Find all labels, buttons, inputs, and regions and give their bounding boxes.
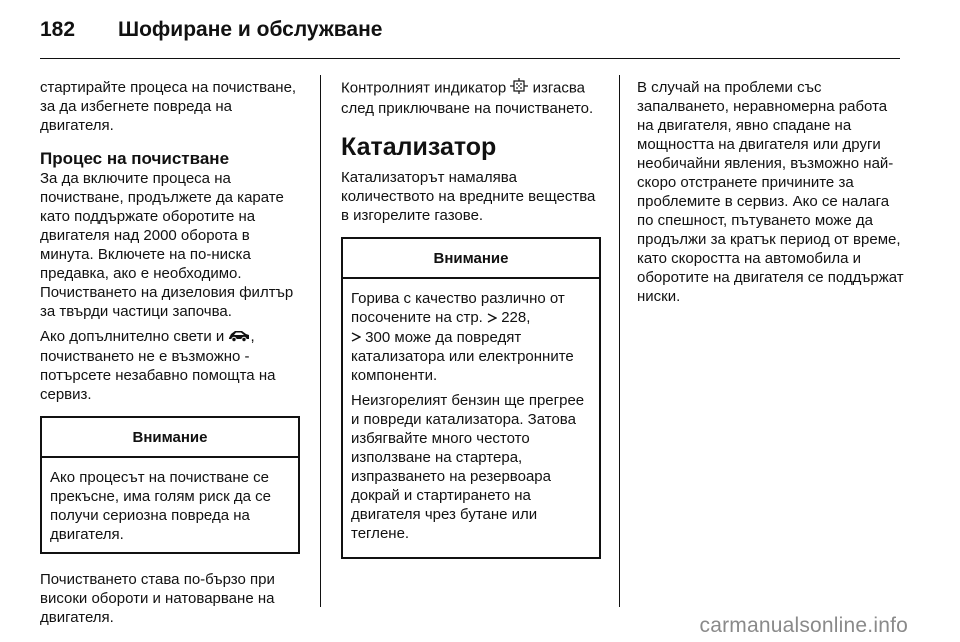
page-number: 182 — [40, 18, 76, 41]
warning-body-2 — [343, 279, 599, 557]
warning-text-1: Ако процесът на почистване се прекъсне, има голям риск да се получи сериозна повреда на двигателя. — [50, 468, 271, 543]
warning-box-2 — [341, 237, 601, 559]
page-header — [40, 14, 382, 46]
paragraph-cleaning: За да включите процеса на почистване, продължете да карате като поддържате оборотите на двигателя над 2000 оборота в минута. Включете на по-ниска предавка, ако е необходимо. Почистването на дизеловия филтър за твърди частици започва. — [40, 170, 294, 320]
page-title: Шофиране и обслужване — [118, 18, 383, 41]
indicator-text-before: Контролният индикатор — [341, 79, 507, 97]
car-icon — [228, 328, 250, 347]
fuel-text-a: Горива с качество различно от посочените на стр. — [351, 290, 565, 326]
warning-paragraph-unburnt: Неизгорелият бензин ще прегрее и повреди катализатора. Затова избягвайте много честото използване на стартера, изпразването на резервоара докрай и стартирането на двигателя чрез бутане или теглене. — [351, 392, 585, 543]
column-2 — [341, 78, 603, 575]
watermark: carmanualsonline.info — [699, 614, 908, 637]
car-warning-text-before: Ако допълнително свети и — [40, 328, 225, 345]
fuel-text-b: може да повредят катализатора или електронните компоненти. — [351, 328, 574, 385]
paragraph-speed: Почистването става по-бързо при високи обороти и натоварване на двигателя. — [40, 570, 275, 626]
indicator-text-after: изгасва след приключване на почистването. — [341, 79, 594, 117]
section-heading-cleaning: Процес на почистване — [40, 149, 230, 168]
column-divider-1 — [320, 75, 321, 607]
warning-paragraph-fuel: Горива с качество различно от посочените на стр. 228, 300 може да повредят катализатора или електронните компоненти. — [351, 290, 574, 385]
page-ref-300[interactable]: 300 — [365, 328, 391, 346]
paragraph-indicator — [341, 78, 603, 118]
page-ref-228[interactable]: 228 — [501, 309, 527, 326]
arrow-ref-icon — [487, 309, 497, 328]
paragraph-problems: В случай на проблеми със запалването, неравномерна работа на двигателя, явно спадане на мощността на двигателя или други необичайни явления, възможно най-скоро отстранете причините за проблемите в сервиз. Ако се налага по спешност, пътуването може да продължи за кратък период от време, като скоростта на автомобила и оборотите на двигателя се поддържат ниски. — [637, 79, 904, 305]
car-warning-text-after: , почистването не е възможно - потърсете незабавно помощта на сервиз. — [40, 328, 276, 403]
column-divider-2 — [619, 75, 620, 607]
column-1 — [40, 78, 302, 633]
section-heading-catalyst: Катализатор — [341, 133, 497, 161]
paragraph-intro: стартирайте процеса на почистване, за да избегнете повреда на двигателя. — [40, 79, 297, 134]
warning-box-1 — [40, 416, 300, 554]
warning-title-1: Внимание — [42, 418, 298, 458]
filter-indicator-icon — [510, 78, 528, 99]
header-rule — [40, 58, 900, 59]
paragraph-catalyst: Катализаторът намалява количеството на вредните вещества в изгорелите газове. — [341, 169, 596, 224]
arrow-ref-icon — [351, 328, 361, 347]
warning-title-2: Внимание — [343, 239, 599, 279]
column-3 — [637, 78, 907, 312]
paragraph-car-warning — [40, 327, 302, 404]
